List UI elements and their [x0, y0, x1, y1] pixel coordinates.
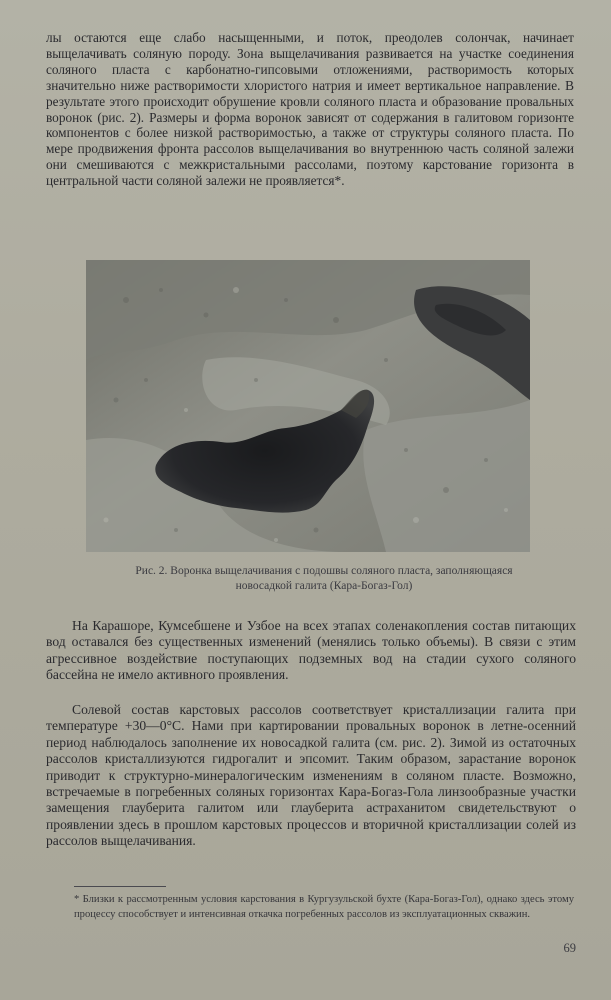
caption-line-1: Рис. 2. Воронка выщелачивания с подошвы соляного пласта, заполняющаяся — [135, 565, 513, 577]
paragraph-2: На Карашоре, Кумсебшене и Узбое на всех этапах соленакопления состав питающих вод оставался без существенных изменений (менялись только объемы). В связи с этим агрессивное воздействие поступающих подземных вод на стадии сухого соляного бассейна не имело активного проявления. — [46, 618, 576, 683]
footnote-rule — [74, 886, 166, 887]
photo-sinkhole — [86, 260, 530, 552]
top-paragraph: лы остаются еще слабо насыщенными, и поток, преодолев солончак, начинает выщелачивать соляную породу. Зона выщелачивания развивается на участке соединения соляного пласта с карбонатно-гипсовыми отложениями, растворимость которых значительно ниже растворимости хлористого натрия и имеет вертикальное направление. В результате этого происходит обрушение кровли соляного пласта и образование провальных воронок (рис. 2). Размеры и форма воронок зависят от содержания в галитовом горизонте компонентов с более низкой растворимостью, а также от структуры соляного пласта. По мере продвижения фронта рассолов выщелачивания во внутреннюю часть соляной залежи они смешиваются с межкристальными рассолами, поэтому карстование горизонта в центральной части соляной залежи не проявляется*. — [46, 30, 574, 189]
paragraph-3: Солевой состав карстовых рассолов соответствует кристаллизации галита при температуре +30—0°С. Нами при картировании провальных воронок в летне-осенний период наблюдалось заполнение их новосадкой галита (см. рис. 2). Зимой из остаточных рассолов кристаллизуются гидрогалит и эпсомит. Таким образом, зарастание воронок приводит к структурно-минералогическим изменениям в соляном пласте. Возможно, встречаемые в погребенных соляных горизонтах Кара-Богаз-Гола линзообразные участки замещения глауберита галитом или глауберита астраханитом свидетельствуют о проявлении здесь в прошлом карстовых процессов и вторичной кристаллизации солей из рассолов выщелачивания. — [46, 702, 576, 849]
figure-caption — [74, 564, 574, 594]
footnote: * Близки к рассмотренным условия карстования в Кургузульской бухте (Кара-Богаз-Гол), однако здесь этому процессу способствует и интенсивная откачка погребенных рассолов из эксплуатационных скважин. — [74, 894, 574, 920]
page-number: 69 — [563, 941, 576, 955]
caption-line-2: новосадкой галита (Кара-Богаз-Гол) — [235, 580, 413, 592]
